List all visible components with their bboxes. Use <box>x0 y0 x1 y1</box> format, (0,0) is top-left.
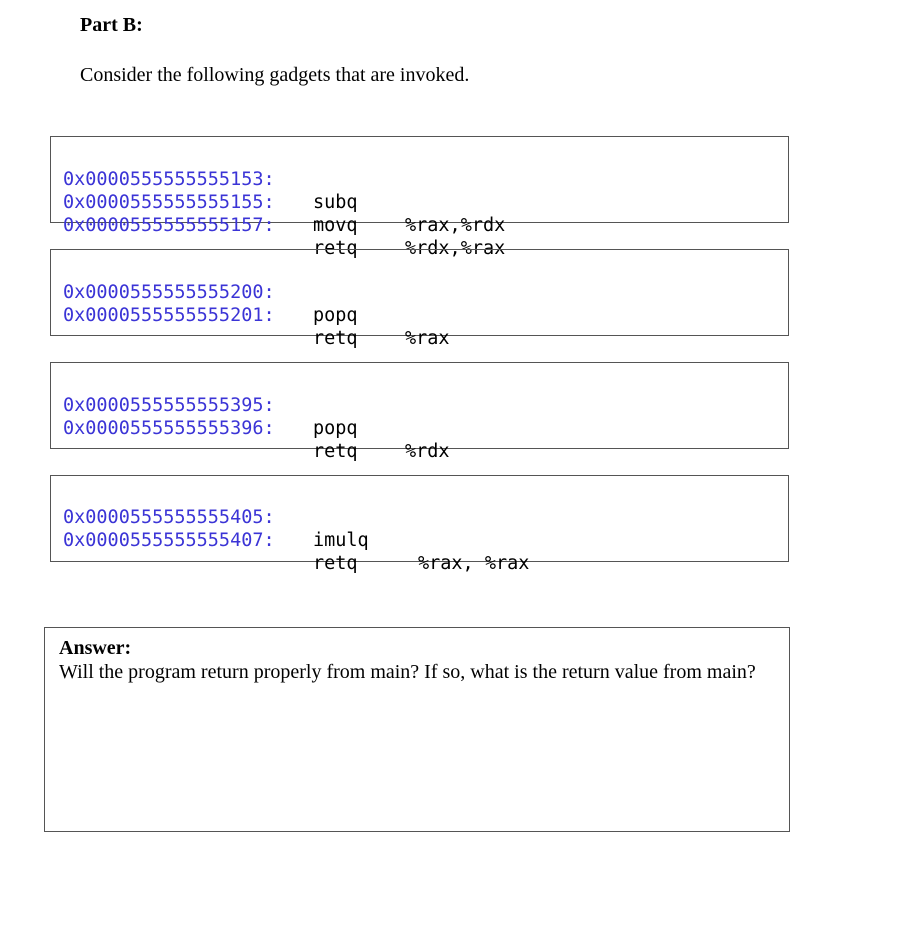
answer-label: Answer: <box>59 637 132 659</box>
gadget-address: 0x0000555555555395: <box>63 395 275 416</box>
answer-box[interactable] <box>44 627 790 832</box>
gadget-mnemonic: imulq <box>313 530 369 551</box>
gadget-address: 0x0000555555555157: <box>63 215 275 236</box>
gadget-operands: %rax, %rax <box>418 553 530 574</box>
gadget-box-1 <box>50 136 789 259</box>
gadget-mnemonic: retq <box>313 238 358 259</box>
gadget-box-3 <box>50 362 789 462</box>
gadget-box-2 <box>50 249 789 349</box>
gadget-mnemonic: popq <box>313 418 358 439</box>
gadget-address: 0x0000555555555405: <box>63 507 275 528</box>
gadget-operands: %rdx,%rax <box>405 238 506 259</box>
intro-text: Consider the following gadgets that are invoked. <box>80 64 470 86</box>
gadget-box-4 <box>50 475 789 574</box>
gadget-operands: %rdx <box>405 441 450 462</box>
gadget-address: 0x0000555555555407: <box>63 530 275 551</box>
gadget-address: 0x0000555555555153: <box>63 169 275 190</box>
gadget-mnemonic: popq <box>313 305 358 326</box>
gadget-mnemonic: movq <box>313 215 358 236</box>
gadget-mnemonic: retq <box>313 441 358 462</box>
gadget-operands: %rax,%rdx <box>405 215 506 236</box>
gadget-mnemonic: retq <box>313 553 358 574</box>
gadget-mnemonic: subq <box>313 192 358 213</box>
gadget-operands: %rax <box>405 328 450 349</box>
answer-question: Will the program return properly from main? If so, what is the return value from main? <box>59 661 756 683</box>
gadget-address: 0x0000555555555396: <box>63 418 275 439</box>
gadget-address: 0x0000555555555200: <box>63 282 275 303</box>
gadget-address: 0x0000555555555155: <box>63 192 275 213</box>
part-title: Part B: <box>80 14 143 36</box>
gadget-mnemonic: retq <box>313 328 358 349</box>
gadget-address: 0x0000555555555201: <box>63 305 275 326</box>
